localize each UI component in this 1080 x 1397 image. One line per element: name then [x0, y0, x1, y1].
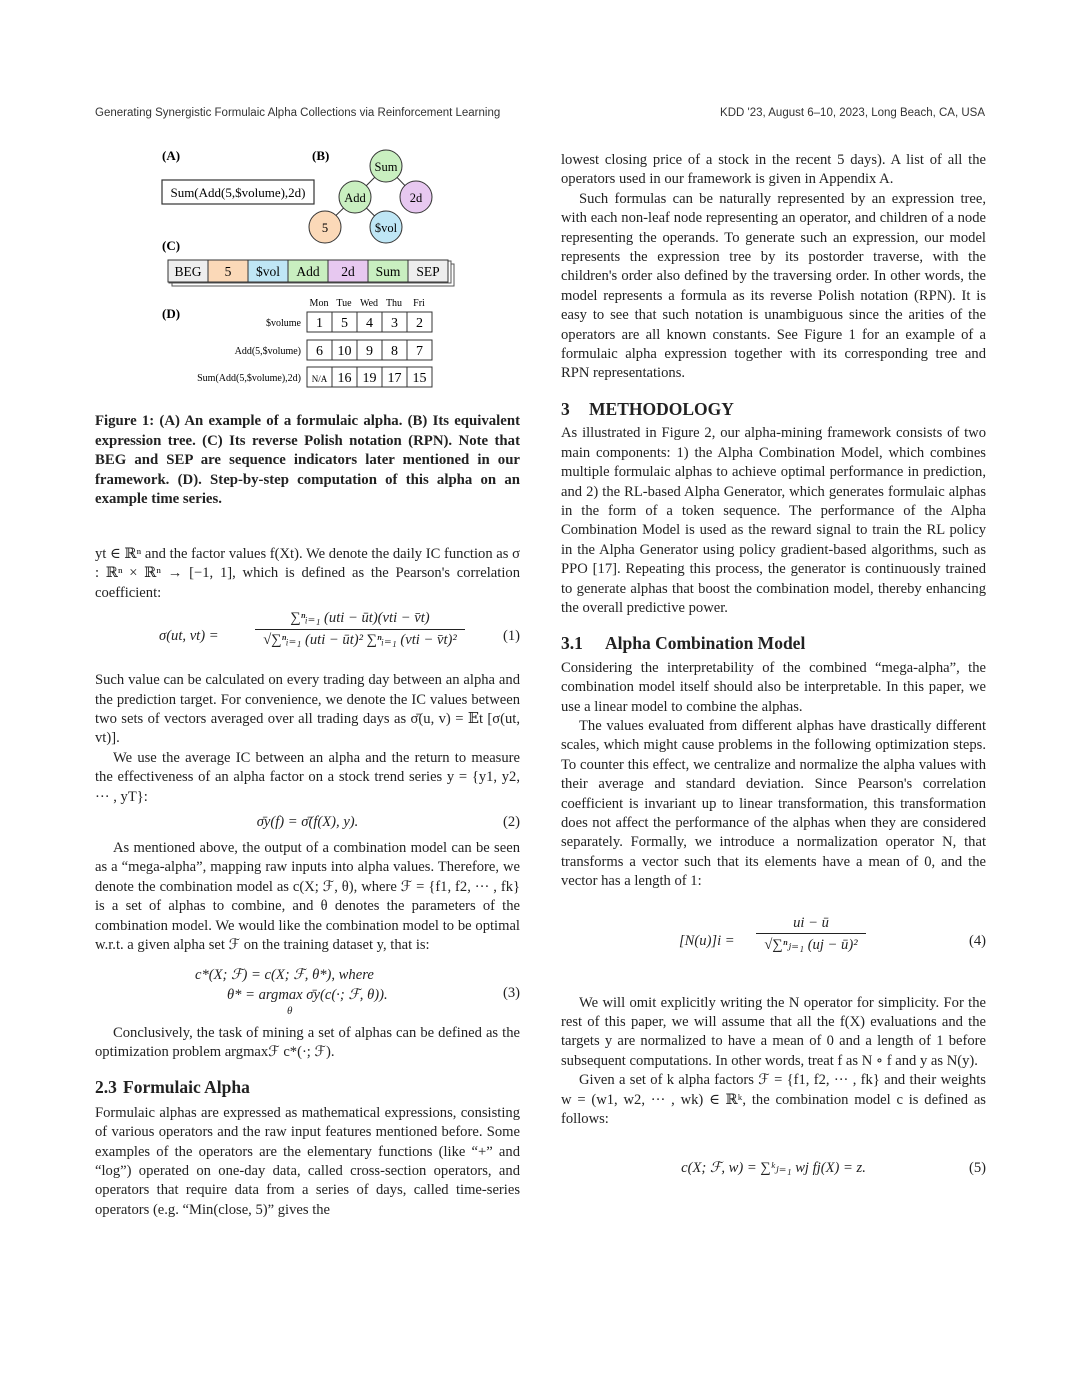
- cell-sum-thu: 17: [387, 371, 402, 386]
- cell-volume-tue: 5: [341, 316, 348, 331]
- eq1-number: (1): [502, 628, 520, 645]
- figure-1-caption: Figure 1: (A) An example of a formulaic alpha. (B) Its equivalent expression tree. (C) Its reverse Polish notation (RPN). Note that BEG and SEP are sequence indicators later mentioned in our framework. (D). Step-by-step computation of this alpha on an example time series.: [95, 413, 520, 508]
- equation-5: [561, 1159, 986, 1199]
- rpn-token-vol-label: $vol: [255, 264, 281, 279]
- left-column: [95, 545, 520, 1220]
- section-3-1-heading: 3.1 Alpha Combination Model: [561, 633, 806, 654]
- rpn-token-sum-label: Sum: [375, 264, 401, 279]
- right-column: [561, 151, 986, 1199]
- eq1-lhs: σ(ut, vt) =: [159, 628, 219, 645]
- step-table: [197, 298, 432, 387]
- cell-volume-mon: 1: [316, 316, 323, 331]
- tree-node-add-label: Add: [344, 191, 366, 205]
- cell-add-tue: 10: [337, 344, 352, 359]
- eq3-line2: θ* = argmax σ̄y(c(·; ℱ, θ)).: [227, 986, 388, 1003]
- right-para-5: The values evaluated from different alphas have drastically different scales, which might cause problems in the following optimization steps. To counter this effect, we centralize and normalize the alpha values with their average and standard deviation. Since Pearson's correlation coefficient is invariant up to linear transformation, this transformation does not affect the performance of the alphas when they are considered separately. Formally, we introduce a normalization operator N, that transforms a vector such that its elements have a mean of 0, and the vector has a length of 1:: [561, 717, 986, 890]
- row-label-sum: Sum(Add(5,$volume),2d): [197, 373, 301, 384]
- label-a: (A): [162, 148, 181, 163]
- tree-node-vol-label: $vol: [374, 221, 398, 235]
- label-c: (C): [162, 238, 181, 253]
- cell-volume-wed: 4: [366, 316, 373, 331]
- section-3-heading: 3 METHODOLOGY: [561, 398, 734, 419]
- tree-node-sum-label: Sum: [374, 160, 398, 174]
- right-para-1: lowest closing price of a stock in the recent 5 days). A list of all the operators used in our framework is given in Appendix A.: [561, 152, 986, 188]
- running-header-venue: KDD '23, August 6–10, 2023, Long Beach, CA, USA: [720, 107, 985, 119]
- rpn-token-2d-label: 2d: [341, 264, 355, 279]
- eq4-number: (4): [968, 932, 986, 949]
- running-header-title: Generating Synergistic Formulaic Alpha Collections via Reinforcement Learning: [95, 107, 501, 119]
- eq2-body: σ̄y(f) = σ̄(f(X), y).: [256, 814, 359, 831]
- left-para-3: We use the average IC between an alpha and the return to measure the effectiveness of an alpha factor on a stock trend series y = {y1, y2, ··· , yT}:: [95, 749, 520, 805]
- rpn-token-beg-label: BEG: [174, 264, 202, 279]
- figure-1: [150, 140, 470, 395]
- right-para-6: We will omit explicitly writing the N operator for simplicity. For the rest of this paper, we will assume that all the f(X) evaluations and the targets y are normalized to have a mean of 0 and a length of 1 before subsequent computations. In other words, treat f as N ∘ f and y as N(y).: [561, 994, 986, 1069]
- left-para-1: yt ∈ ℝⁿ and the factor values f(Xt). We denote the daily IC function as σ : ℝⁿ × ℝⁿ → [−1, 1], which is defined as the Pearson's correlation coefficient:: [95, 546, 520, 601]
- tree-node-2d-label: 2d: [409, 191, 423, 205]
- section-2-3-heading: 2.3 Formulaic Alpha: [95, 1077, 250, 1098]
- equation-2: [95, 813, 520, 837]
- tree-node-5-label: 5: [321, 221, 329, 235]
- row-label-volume: $volume: [266, 318, 301, 329]
- eq1-denominator: √∑ⁿᵢ₌₁ (uti − ūt)² ∑ⁿᵢ₌₁ (vti − v̄t)²: [263, 632, 457, 649]
- rpn-token-sep-label: SEP: [416, 264, 440, 279]
- cell-volume-thu: 3: [391, 316, 398, 331]
- day-fri: Fri: [413, 298, 425, 309]
- row-label-add: Add(5,$volume): [234, 346, 301, 357]
- eq4-denominator: √∑ⁿⱼ₌₁ (uj − ū)²: [764, 936, 858, 953]
- left-para-4: As mentioned above, the output of a combination model can be seen as a “mega-alpha”, mapping raw inputs into alpha values. Therefore, we denote the combination model as c(X; ℱ, θ), where ℱ = {f1, f2, ··· , fk} is a set of alphas to combine, and θ denotes the parameters of the combination model. We would like the combination model to be optimal w.r.t. a given alpha set ℱ on the training dataset y, that is:: [95, 840, 520, 954]
- eq4-lhs: [N(u)]i =: [679, 932, 735, 949]
- rpn-token-5-label: 5: [224, 264, 232, 279]
- cell-add-wed: 9: [366, 344, 373, 359]
- cell-add-mon: 6: [316, 344, 323, 359]
- day-thu: Thu: [385, 298, 403, 309]
- eq4-numerator: ui − ū: [756, 914, 866, 934]
- day-wed: Wed: [359, 298, 379, 309]
- day-tue: Tue: [336, 298, 352, 309]
- cell-sum-wed: 19: [362, 371, 377, 386]
- cell-volume-fri: 2: [416, 316, 423, 331]
- rpn-token-add-label: Add: [296, 264, 320, 279]
- right-para-3: As illustrated in Figure 2, our alpha-mining framework consists of two main components: 1) the Alpha Combination Model, which combines multiple formulaic alphas to achieve optimal performance in prediction, and 2) the RL-based Alpha Generator, which generates formulaic alphas in the form of a token sequence. The performance of the Alpha Combination Model is used as the reward signal to train the RL policy in the Alpha Generator using policy gradient-based algorithms, such as PPO [17]. Repeating this process, the generator is continuously trained to generate alphas that boost the combination model, thereby enhancing the overall predictive power.: [561, 425, 986, 616]
- label-b: (B): [312, 148, 330, 163]
- eq5-number: (5): [968, 1160, 986, 1177]
- left-para-6: Formulaic alphas are expressed as mathematical expressions, consisting of various operators and the raw input features mentioned before. Some examples of the operators are the elementary functions (like “+” and “log”) operated on one-day data, called cross-section operators, and operators that require data from a series of days, called time-series operators (e.g. “Min(close, 5)” gives the: [95, 1104, 520, 1218]
- cell-sum-mon: N/A: [311, 374, 328, 384]
- left-para-5: Conclusively, the task of mining a set of alphas can be defined as the optimization problem argmaxℱ c*(·; ℱ).: [95, 1024, 520, 1060]
- eq3-number: (3): [502, 984, 520, 1001]
- equation-3: [95, 966, 520, 1024]
- cell-sum-tue: 16: [337, 371, 352, 386]
- cell-sum-fri: 15: [412, 371, 427, 386]
- eq2-number: (2): [502, 814, 520, 831]
- eq1-numerator: ∑ⁿᵢ₌₁ (uti − ūt)(vti − v̄t): [255, 609, 465, 629]
- equation-1: [95, 609, 520, 665]
- formula-text: Sum(Add(5,$volume),2d): [170, 185, 306, 200]
- eq3-subscript: θ: [287, 1004, 293, 1017]
- right-para-7: Given a set of k alpha factors ℱ = {f1, f2, ··· , fk} and their weights w = (w1, w2, ··· , wk) ∈ ℝᵏ, the combination model c is defined as follows:: [561, 1072, 986, 1128]
- equation-4: [561, 914, 986, 976]
- day-mon: Mon: [309, 298, 329, 309]
- left-para-2: Such value can be calculated on every trading day between an alpha and the prediction target. For convenience, we denote the IC values between two sets of vectors averaged over all trading days as σ̄(u, v) = 𝔼t [σ(ut, vt)].: [95, 672, 520, 747]
- label-d: (D): [162, 306, 181, 321]
- right-para-4: Considering the interpretability of the combined “mega-alpha”, the combination model itself should also be interpretable. In this paper, we use a linear model to combine the alphas.: [561, 659, 986, 715]
- rpn-sequence: [168, 260, 448, 282]
- cell-add-fri: 7: [416, 344, 423, 359]
- right-para-2: Such formulas can be naturally represented by an expression tree, with each non-leaf node representing an operator, and children of a node representing the operands. To generate such an expression, our model represents the expression tree by its postorder traverse, with the children's order also defined by the traversing order. In other words, the model represents a formula as its reverse Polish notation (RPN). It is easy to see that such notation is unambiguous since the arities of the operators are all known constants. See Figure 1 for an example of a formulaic alpha expression together with its corresponding tree and RPN representations.: [561, 190, 986, 382]
- eq3-line1: c*(X; ℱ) = c(X; ℱ, θ*), where: [195, 966, 374, 983]
- cell-add-thu: 8: [391, 344, 398, 359]
- eq5-body: c(X; ℱ, w) = ∑ᵏⱼ₌₁ wj fj(X) = z.: [681, 1160, 866, 1177]
